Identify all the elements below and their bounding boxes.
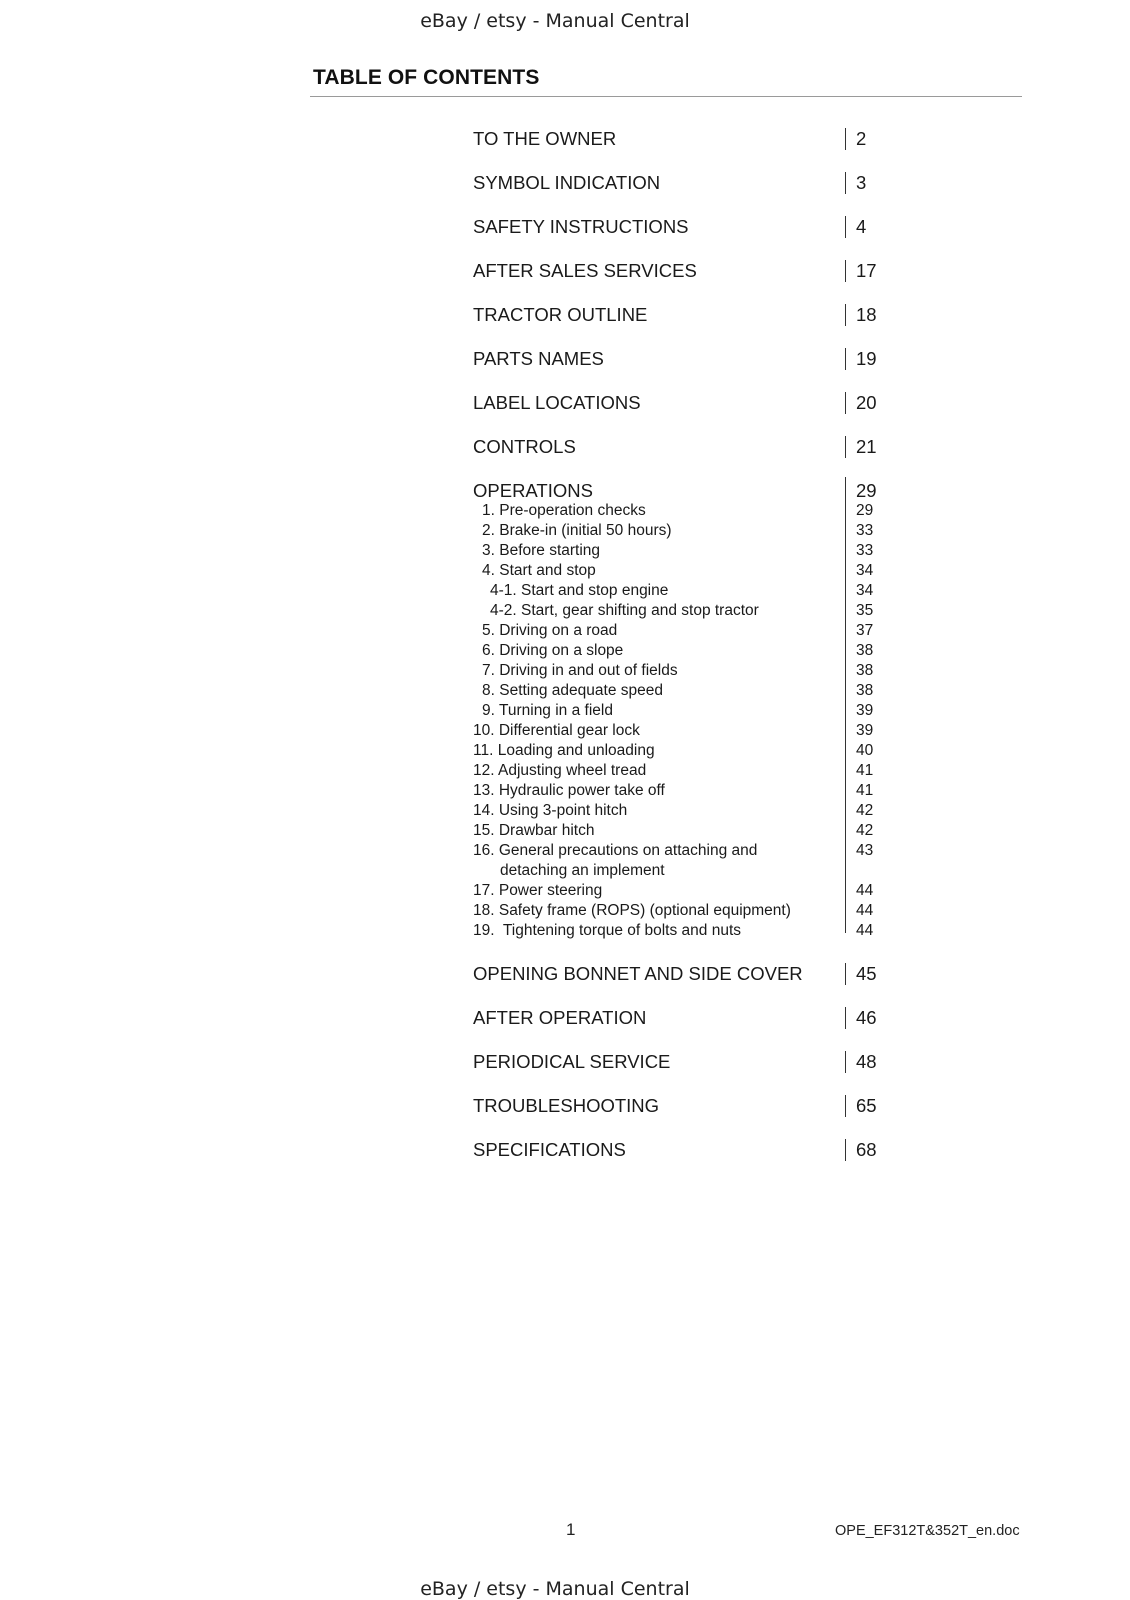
toc-subentry-label: 15. Drawbar hitch	[473, 822, 595, 839]
toc-subentry-page: 43	[856, 842, 874, 859]
toc-entry-page: 4	[856, 216, 867, 237]
footer-page-number: 1	[566, 1520, 576, 1539]
toc-subentry-label: 13. Hydraulic power take off	[473, 782, 665, 799]
toc-subentry-page: 44	[856, 882, 874, 899]
toc-entry-label: LABEL LOCATIONS	[473, 392, 641, 413]
toc-subentry-label: 1. Pre-operation checks	[482, 502, 646, 519]
toc-entry-periodical-service[interactable]	[0, 1050, 1130, 1074]
toc-subentry-page: 44	[856, 902, 874, 919]
toc-subentry-page: 41	[856, 762, 874, 779]
toc-subentry[interactable]	[0, 641, 1130, 661]
toc-title: TABLE OF CONTENTS	[313, 66, 540, 89]
toc-subentry-label: 18. Safety frame (ROPS) (optional equipment)	[473, 902, 791, 919]
toc-entry-label: CONTROLS	[473, 436, 576, 457]
toc-subentry[interactable]	[0, 501, 1130, 521]
toc-subentry[interactable]	[0, 661, 1130, 681]
separator-bar	[845, 216, 846, 238]
toc-subentry-label: 7. Driving in and out of fields	[482, 662, 678, 679]
toc-entry-label: TO THE OWNER	[473, 128, 617, 149]
toc-entry-operations[interactable]	[0, 479, 1130, 503]
toc-entry-page: 17	[856, 260, 877, 281]
toc-entry-to-the-owner[interactable]	[0, 127, 1130, 151]
toc-entry-page: 18	[856, 304, 877, 325]
toc-entry-label: OPENING BONNET AND SIDE COVER	[473, 963, 803, 984]
toc-subentry-page: 33	[856, 522, 874, 539]
toc-subentry-page: 39	[856, 702, 874, 719]
toc-subentry[interactable]	[0, 621, 1130, 641]
toc-entry-symbol-indication[interactable]	[0, 171, 1130, 195]
toc-subentry-label: 4. Start and stop	[482, 562, 596, 579]
toc-subentry[interactable]	[0, 581, 1130, 601]
toc-subentry-page: 41	[856, 782, 874, 799]
separator-bar	[845, 1007, 846, 1029]
toc-entry-page: 2	[856, 128, 867, 149]
separator-bar	[845, 392, 846, 414]
separator-bar	[845, 1139, 846, 1161]
separator-bar	[845, 963, 846, 985]
toc-subentry-label: 10. Differential gear lock	[473, 722, 640, 739]
toc-subentry-page: 39	[856, 722, 874, 739]
separator-bar	[845, 128, 846, 150]
toc-entry-label: TROUBLESHOOTING	[473, 1095, 660, 1116]
toc-subentry-label: 16. General precautions on attaching and	[473, 842, 758, 859]
toc-subentry-page: 38	[856, 662, 874, 679]
toc-entry-page: 20	[856, 392, 877, 413]
title-divider	[310, 96, 1022, 97]
toc-subentry-page: 35	[856, 602, 874, 619]
toc-entry-troubleshooting[interactable]	[0, 1094, 1130, 1118]
toc-subentry-label: 5. Driving on a road	[482, 622, 618, 639]
toc-subentry-label: 4-2. Start, gear shifting and stop tractor	[490, 602, 759, 619]
toc-entry-safety-instructions[interactable]	[0, 215, 1130, 239]
toc-entry-page: 45	[856, 963, 877, 984]
toc-entry-after-sales-services[interactable]	[0, 259, 1130, 283]
separator-bar	[845, 1051, 846, 1073]
toc-entry-page: 19	[856, 348, 877, 369]
toc-entry-label: OPERATIONS	[473, 480, 593, 501]
toc-subentry[interactable]	[0, 601, 1130, 621]
watermark-header: eBay / etsy - Manual Central	[420, 10, 690, 32]
toc-subentry-label: 9. Turning in a field	[482, 702, 613, 719]
toc-subentry-label: detaching an implement	[500, 862, 665, 879]
toc-subentry[interactable]	[0, 701, 1130, 721]
toc-entry-label: SAFETY INSTRUCTIONS	[473, 216, 689, 237]
toc-subentry-label: 3. Before starting	[482, 542, 601, 559]
toc-subentry-label: 12. Adjusting wheel tread	[473, 762, 647, 779]
toc-entry-label: PARTS NAMES	[473, 348, 604, 369]
toc-entry-after-operation[interactable]	[0, 1006, 1130, 1030]
toc-subentry-page: 38	[856, 642, 874, 659]
toc-entry-controls[interactable]	[0, 435, 1130, 459]
toc-entry-page: 3	[856, 172, 867, 193]
toc-entry-page: 48	[856, 1051, 877, 1072]
toc-entry-label: TRACTOR OUTLINE	[473, 304, 648, 325]
toc-subentry[interactable]	[0, 781, 1130, 801]
toc-subentry[interactable]	[0, 541, 1130, 561]
toc-subentry[interactable]	[0, 561, 1130, 581]
toc-subentry[interactable]	[0, 801, 1130, 821]
toc-entry-tractor-outline[interactable]	[0, 303, 1130, 327]
toc-subentry[interactable]	[0, 761, 1130, 781]
toc-entry-page: 29	[856, 480, 877, 501]
toc-subentry-label: 14. Using 3-point hitch	[473, 802, 628, 819]
toc-subentry-page: 44	[856, 922, 874, 939]
toc-entry-opening-bonnet[interactable]	[0, 962, 1130, 986]
separator-bar	[845, 304, 846, 326]
toc-entry-page: 65	[856, 1095, 877, 1116]
toc-subentry[interactable]	[0, 741, 1130, 761]
toc-entry-label: PERIODICAL SERVICE	[473, 1051, 671, 1072]
toc-subentry[interactable]	[0, 921, 1130, 941]
toc-entry-page: 68	[856, 1139, 877, 1160]
toc-subentry-label: 8. Setting adequate speed	[482, 682, 663, 699]
toc-subentry[interactable]	[0, 821, 1130, 841]
toc-subentry-label: 19. Tightening torque of bolts and nuts	[473, 922, 741, 939]
toc-entry-parts-names[interactable]	[0, 347, 1130, 371]
watermark-footer: eBay / etsy - Manual Central	[420, 1578, 690, 1600]
separator-bar	[845, 436, 846, 458]
toc-subentry[interactable]	[0, 841, 1130, 861]
toc-entry-label: SYMBOL INDICATION	[473, 172, 661, 193]
toc-entry-page: 46	[856, 1007, 877, 1028]
separator-bar	[845, 260, 846, 282]
toc-entry-page: 21	[856, 436, 877, 457]
toc-subentry-page: 37	[856, 622, 874, 639]
toc-entry-label: AFTER SALES SERVICES	[473, 260, 697, 281]
separator-bar	[845, 348, 846, 370]
toc-subentry-label: 6. Driving on a slope	[482, 642, 624, 659]
toc-subentry-page: 29	[856, 502, 874, 519]
toc-subentry-label: 11. Loading and unloading	[473, 742, 655, 759]
toc-subentry-page: 38	[856, 682, 874, 699]
toc-entry-label: AFTER OPERATION	[473, 1007, 647, 1028]
toc-entry-label-locations[interactable]	[0, 391, 1130, 415]
toc-subentry[interactable]	[0, 881, 1130, 901]
toc-subentry[interactable]	[0, 521, 1130, 541]
toc-subentry[interactable]	[0, 681, 1130, 701]
footer-document-name: OPE_EF312T&352T_en.doc	[835, 1523, 1020, 1539]
toc-subentry-page: 34	[856, 562, 874, 579]
toc-subentry-label: 17. Power steering	[473, 882, 603, 899]
toc-subentry-continuation	[0, 861, 1130, 881]
toc-entry-label: SPECIFICATIONS	[473, 1139, 626, 1160]
separator-bar	[845, 1095, 846, 1117]
toc-subentry-label: 4-1. Start and stop engine	[490, 582, 669, 599]
toc-subentry[interactable]	[0, 721, 1130, 741]
toc-subentry-page: 33	[856, 542, 874, 559]
toc-subentry-page: 34	[856, 582, 874, 599]
separator-bar	[845, 172, 846, 194]
toc-subentry-label: 2. Brake-in (initial 50 hours)	[482, 522, 672, 539]
toc-subentry-page: 40	[856, 742, 874, 759]
toc-subentry-page: 42	[856, 802, 874, 819]
toc-subentry[interactable]	[0, 901, 1130, 921]
toc-subentry-page: 42	[856, 822, 874, 839]
toc-entry-specifications[interactable]	[0, 1138, 1130, 1162]
